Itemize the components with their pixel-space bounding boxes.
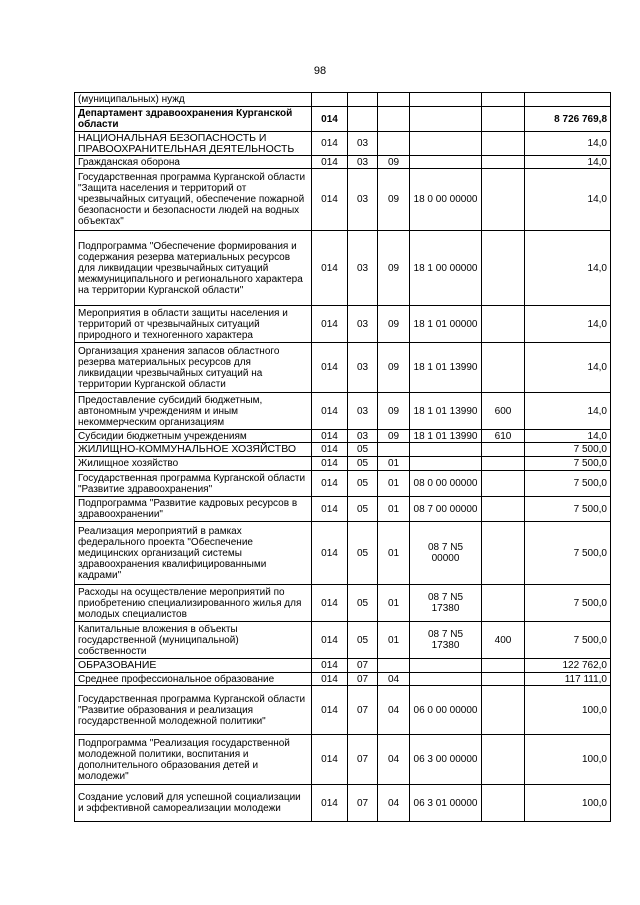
table-row [75, 622, 611, 659]
row-ministry-code: 014 [312, 169, 348, 231]
row-target-article-code: 08 7 N5 17380 [410, 585, 482, 622]
row-ministry-code: 014 [312, 622, 348, 659]
row-expense-type-code [482, 522, 525, 585]
row-subsection-code [378, 93, 410, 107]
row-name: Организация хранения запасов областного резерва материальных ресурсов для ликвидации чрезвычайных ситуаций на территории Курганской области [75, 343, 312, 393]
row-subsection-code: 01 [378, 457, 410, 471]
table-row [75, 659, 611, 673]
row-name: Государственная программа Курганской области "Защита населения и территорий от чрезвычайных ситуаций, обеспечение пожарной безопасности и безопасности людей на водных объектах" [75, 169, 312, 231]
row-target-article-code: 18 1 01 00000 [410, 306, 482, 343]
row-target-article-code: 06 0 00 00000 [410, 686, 482, 735]
row-target-article-code [410, 443, 482, 457]
row-amount: 7 500,0 [525, 471, 611, 497]
row-ministry-code: 014 [312, 659, 348, 673]
row-name: Подпрограмма "Реализация государственной молодежной политики, воспитания и дополнительного образования детей и молодежи" [75, 735, 312, 785]
row-ministry-code: 014 [312, 443, 348, 457]
row-expense-type-code [482, 107, 525, 132]
table-row [75, 585, 611, 622]
row-name: Расходы на осуществление мероприятий по приобретению специализированного жилья для молодых специалистов [75, 585, 312, 622]
row-amount: 14,0 [525, 169, 611, 231]
row-target-article-code: 08 7 00 00000 [410, 497, 482, 522]
row-section-code: 05 [348, 443, 378, 457]
row-section-code: 05 [348, 622, 378, 659]
row-name: Подпрограмма "Развитие кадровых ресурсов в здравоохранении" [75, 497, 312, 522]
row-ministry-code: 014 [312, 393, 348, 430]
row-name: Жилищное хозяйство [75, 457, 312, 471]
row-expense-type-code [482, 457, 525, 471]
row-name: Гражданская оборона [75, 156, 312, 169]
budget-table-body [75, 93, 611, 822]
row-section-code: 03 [348, 306, 378, 343]
row-ministry-code [312, 93, 348, 107]
row-ministry-code: 014 [312, 107, 348, 132]
row-name: Среднее профессиональное образование [75, 673, 312, 686]
row-ministry-code: 014 [312, 471, 348, 497]
row-ministry-code: 014 [312, 686, 348, 735]
row-subsection-code: 09 [378, 231, 410, 306]
row-subsection-code [378, 443, 410, 457]
row-amount: 14,0 [525, 156, 611, 169]
row-subsection-code [378, 107, 410, 132]
row-subsection-code [378, 132, 410, 156]
budget-table [74, 92, 611, 822]
row-name: ОБРАЗОВАНИЕ [75, 659, 312, 673]
row-target-article-code: 18 1 00 00000 [410, 231, 482, 306]
row-amount: 14,0 [525, 231, 611, 306]
row-expense-type-code [482, 785, 525, 822]
row-ministry-code: 014 [312, 132, 348, 156]
row-name: Государственная программа Курганской области "Развитие образования и реализация государственной молодежной политики" [75, 686, 312, 735]
row-amount: 100,0 [525, 686, 611, 735]
row-subsection-code: 09 [378, 156, 410, 169]
row-ministry-code: 014 [312, 497, 348, 522]
row-subsection-code: 09 [378, 306, 410, 343]
row-name: Мероприятия в области защиты населения и территорий от чрезвычайных ситуаций природного и техногенного характера [75, 306, 312, 343]
row-subsection-code: 04 [378, 785, 410, 822]
table-row [75, 169, 611, 231]
row-section-code: 03 [348, 156, 378, 169]
row-ministry-code: 014 [312, 430, 348, 443]
row-name: Создание условий для успешной социализации и эффективной самореализации молодежи [75, 785, 312, 822]
row-ministry-code: 014 [312, 457, 348, 471]
row-name: Подпрограмма "Обеспечение формирования и содержания резерва материальных ресурсов для ликвидации чрезвычайных ситуаций межмуниципального и регионального характера на территории Курганской области" [75, 231, 312, 306]
row-amount: 117 111,0 [525, 673, 611, 686]
table-row [75, 156, 611, 169]
row-expense-type-code [482, 585, 525, 622]
row-section-code: 07 [348, 735, 378, 785]
row-target-article-code: 08 7 N5 00000 [410, 522, 482, 585]
row-expense-type-code [482, 497, 525, 522]
row-section-code: 07 [348, 659, 378, 673]
row-section-code: 03 [348, 430, 378, 443]
row-amount: 8 726 769,8 [525, 107, 611, 132]
row-section-code: 07 [348, 673, 378, 686]
row-expense-type-code [482, 673, 525, 686]
row-target-article-code [410, 457, 482, 471]
row-amount: 14,0 [525, 393, 611, 430]
row-section-code: 03 [348, 393, 378, 430]
row-expense-type-code: 400 [482, 622, 525, 659]
row-amount: 14,0 [525, 132, 611, 156]
table-row [75, 231, 611, 306]
row-ministry-code: 014 [312, 231, 348, 306]
row-section-code: 03 [348, 231, 378, 306]
row-ministry-code: 014 [312, 156, 348, 169]
row-name: Предоставление субсидий бюджетным, автономным учреждениям и иным некоммерческим организациям [75, 393, 312, 430]
row-expense-type-code [482, 231, 525, 306]
row-expense-type-code [482, 686, 525, 735]
row-target-article-code [410, 132, 482, 156]
row-section-code: 05 [348, 497, 378, 522]
row-ministry-code: 014 [312, 785, 348, 822]
row-ministry-code: 014 [312, 343, 348, 393]
row-expense-type-code [482, 169, 525, 231]
row-name: ЖИЛИЩНО-КОММУНАЛЬНОЕ ХОЗЯЙСТВО [75, 443, 312, 457]
row-target-article-code [410, 93, 482, 107]
row-amount: 7 500,0 [525, 443, 611, 457]
row-section-code: 03 [348, 169, 378, 231]
row-amount: 14,0 [525, 430, 611, 443]
row-target-article-code: 08 0 00 00000 [410, 471, 482, 497]
row-subsection-code: 09 [378, 343, 410, 393]
table-row [75, 457, 611, 471]
row-target-article-code [410, 156, 482, 169]
row-amount: 100,0 [525, 785, 611, 822]
row-name: (муниципальных) нужд [75, 93, 312, 107]
table-row [75, 430, 611, 443]
row-amount: 7 500,0 [525, 457, 611, 471]
table-row [75, 686, 611, 735]
row-section-code: 07 [348, 785, 378, 822]
row-subsection-code: 09 [378, 393, 410, 430]
row-expense-type-code [482, 343, 525, 393]
row-amount: 14,0 [525, 343, 611, 393]
row-subsection-code: 01 [378, 585, 410, 622]
row-expense-type-code: 600 [482, 393, 525, 430]
row-target-article-code [410, 107, 482, 132]
row-target-article-code: 18 0 00 00000 [410, 169, 482, 231]
row-name: НАЦИОНАЛЬНАЯ БЕЗОПАСНОСТЬ И ПРАВООХРАНИТЕЛЬНАЯ ДЕЯТЕЛЬНОСТЬ [75, 132, 312, 156]
row-amount [525, 93, 611, 107]
table-row [75, 343, 611, 393]
table-row [75, 522, 611, 585]
row-section-code: 03 [348, 343, 378, 393]
row-section-code: 05 [348, 457, 378, 471]
table-row [75, 443, 611, 457]
row-name: Капитальные вложения в объекты государственной (муниципальной) собственности [75, 622, 312, 659]
table-row [75, 107, 611, 132]
row-expense-type-code [482, 443, 525, 457]
table-row [75, 393, 611, 430]
row-subsection-code [378, 659, 410, 673]
table-row [75, 497, 611, 522]
page-number: 98 [313, 65, 327, 77]
row-subsection-code: 01 [378, 471, 410, 497]
row-target-article-code: 06 3 00 00000 [410, 735, 482, 785]
table-row [75, 673, 611, 686]
row-subsection-code: 09 [378, 169, 410, 231]
row-subsection-code: 04 [378, 686, 410, 735]
row-expense-type-code [482, 735, 525, 785]
table-row [75, 93, 611, 107]
row-subsection-code: 04 [378, 735, 410, 785]
row-target-article-code: 08 7 N5 17380 [410, 622, 482, 659]
row-ministry-code: 014 [312, 522, 348, 585]
row-section-code [348, 93, 378, 107]
row-name: Департамент здравоохранения Курганской области [75, 107, 312, 132]
row-amount: 7 500,0 [525, 622, 611, 659]
row-subsection-code: 01 [378, 522, 410, 585]
row-ministry-code: 014 [312, 306, 348, 343]
row-subsection-code: 01 [378, 622, 410, 659]
row-target-article-code [410, 673, 482, 686]
row-expense-type-code [482, 132, 525, 156]
row-section-code: 07 [348, 686, 378, 735]
row-amount: 122 762,0 [525, 659, 611, 673]
row-amount: 7 500,0 [525, 585, 611, 622]
row-expense-type-code [482, 93, 525, 107]
table-row [75, 132, 611, 156]
row-expense-type-code [482, 156, 525, 169]
row-section-code [348, 107, 378, 132]
row-expense-type-code [482, 306, 525, 343]
table-row [75, 306, 611, 343]
row-name: Субсидии бюджетным учреждениям [75, 430, 312, 443]
row-target-article-code: 18 1 01 13990 [410, 393, 482, 430]
row-subsection-code: 04 [378, 673, 410, 686]
row-target-article-code: 18 1 01 13990 [410, 343, 482, 393]
row-subsection-code: 09 [378, 430, 410, 443]
row-amount: 7 500,0 [525, 497, 611, 522]
row-target-article-code [410, 659, 482, 673]
table-row [75, 735, 611, 785]
row-amount: 14,0 [525, 306, 611, 343]
row-amount: 100,0 [525, 735, 611, 785]
row-target-article-code: 18 1 01 13990 [410, 430, 482, 443]
row-expense-type-code [482, 471, 525, 497]
row-name: Реализация мероприятий в рамках федерального проекта "Обеспечение медицинских организаций системы здравоохранения квалифицированными кадрами" [75, 522, 312, 585]
row-name: Государственная программа Курганской области "Развитие здравоохранения" [75, 471, 312, 497]
row-section-code: 05 [348, 522, 378, 585]
row-expense-type-code: 610 [482, 430, 525, 443]
table-row [75, 471, 611, 497]
row-ministry-code: 014 [312, 673, 348, 686]
row-expense-type-code [482, 659, 525, 673]
row-ministry-code: 014 [312, 585, 348, 622]
row-section-code: 03 [348, 132, 378, 156]
row-amount: 7 500,0 [525, 522, 611, 585]
row-target-article-code: 06 3 01 00000 [410, 785, 482, 822]
table-row [75, 785, 611, 822]
row-section-code: 05 [348, 471, 378, 497]
row-section-code: 05 [348, 585, 378, 622]
row-ministry-code: 014 [312, 735, 348, 785]
row-subsection-code: 01 [378, 497, 410, 522]
